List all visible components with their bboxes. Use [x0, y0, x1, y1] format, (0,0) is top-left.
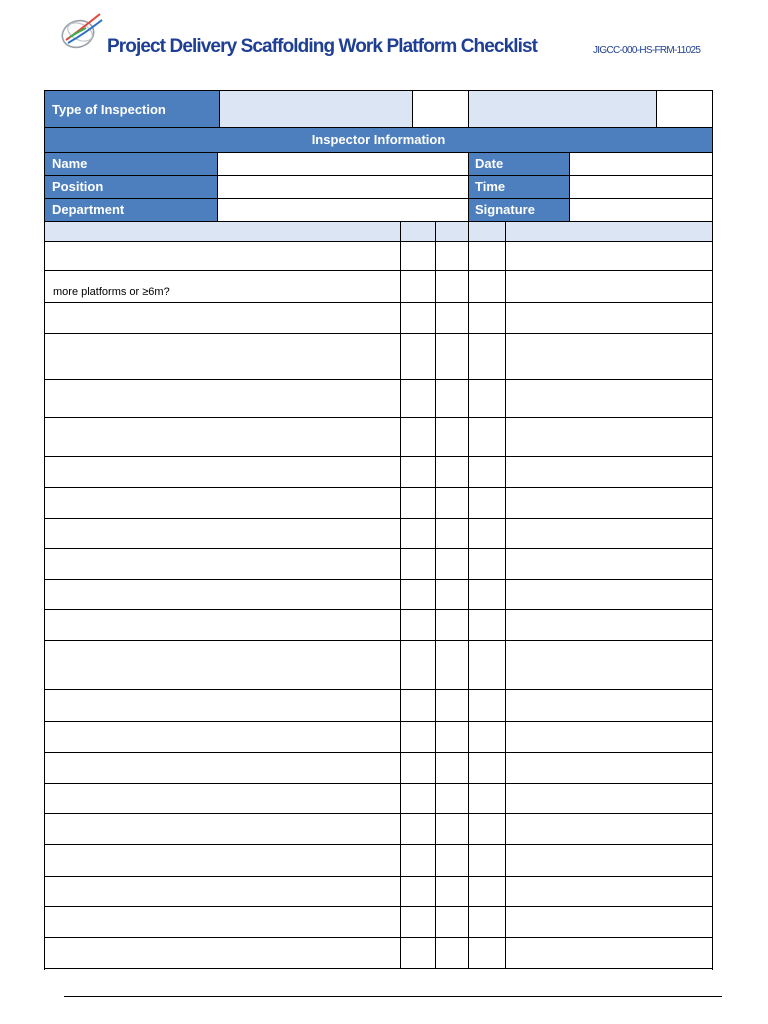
grid-line [44, 876, 713, 877]
grid-line [44, 487, 713, 488]
checklist-item-row [45, 814, 400, 844]
signature-label: Signature [468, 198, 569, 221]
grid-line [44, 379, 713, 380]
na-checkbox[interactable] [469, 242, 505, 270]
na-checkbox[interactable] [469, 380, 505, 417]
type-option-checkbox-1[interactable] [412, 91, 468, 127]
grid-line [44, 302, 713, 303]
grid-line [656, 90, 657, 127]
na-checkbox[interactable] [469, 690, 505, 721]
company-logo-icon [56, 10, 106, 58]
type-of-inspection-label: Type of Inspection [45, 91, 219, 127]
grid-line [44, 548, 713, 549]
comments-field[interactable] [506, 784, 712, 813]
grid-line [44, 333, 713, 334]
checklist-item-row [45, 641, 400, 689]
no-checkbox[interactable] [436, 457, 468, 487]
no-checkbox[interactable] [436, 814, 468, 844]
checklist-item-row [45, 271, 400, 302]
yes-checkbox[interactable] [401, 877, 435, 906]
comments-field[interactable] [506, 271, 712, 302]
no-checkbox[interactable] [436, 784, 468, 813]
na-checkbox[interactable] [469, 580, 505, 609]
no-checkbox[interactable] [436, 549, 468, 579]
yes-checkbox[interactable] [401, 488, 435, 518]
no-checkbox[interactable] [436, 580, 468, 609]
no-checkbox[interactable] [436, 610, 468, 640]
yes-checkbox[interactable] [401, 549, 435, 579]
grid-line [44, 937, 713, 938]
no-checkbox[interactable] [436, 303, 468, 333]
grid-line [44, 906, 713, 907]
checklist-item-row [45, 907, 400, 937]
na-checkbox[interactable] [469, 722, 505, 752]
yes-checkbox[interactable] [401, 784, 435, 813]
comments-field[interactable] [506, 845, 712, 876]
na-checkbox[interactable] [469, 877, 505, 906]
no-checkbox[interactable] [436, 418, 468, 456]
document-code: JIGCC-000-HS-FRM-11025 [593, 45, 701, 56]
no-checkbox[interactable] [436, 519, 468, 548]
no-checkbox[interactable] [436, 690, 468, 721]
na-checkbox[interactable] [469, 784, 505, 813]
grid-line [468, 221, 469, 969]
comments-field[interactable] [506, 380, 712, 417]
yes-checkbox[interactable] [401, 380, 435, 417]
na-checkbox[interactable] [469, 488, 505, 518]
yes-checkbox[interactable] [401, 303, 435, 333]
grid-line [44, 241, 713, 242]
yes-checkbox[interactable] [401, 610, 435, 640]
yes-checkbox[interactable] [401, 418, 435, 456]
footer-divider [64, 996, 722, 997]
no-checkbox[interactable] [436, 722, 468, 752]
comments-field[interactable] [506, 722, 712, 752]
type-of-inspection-field[interactable] [219, 91, 412, 127]
yes-checkbox[interactable] [401, 334, 435, 379]
comments-field[interactable] [506, 418, 712, 456]
no-checkbox[interactable] [436, 753, 468, 783]
grid-line [44, 721, 713, 722]
grid-line [412, 90, 413, 127]
na-checkbox[interactable] [469, 814, 505, 844]
grid-line [44, 640, 713, 641]
comments-field[interactable] [506, 519, 712, 548]
grid-line [44, 417, 713, 418]
comments-field[interactable] [506, 641, 712, 689]
comments-field[interactable] [506, 303, 712, 333]
time-label: Time [468, 175, 569, 198]
comments-field[interactable] [506, 690, 712, 721]
date-field[interactable] [569, 152, 712, 175]
yes-checkbox[interactable] [401, 690, 435, 721]
grid-line [44, 221, 713, 222]
position-label: Position [45, 175, 217, 198]
checklist-item-row [45, 303, 400, 333]
checklist-item-row [45, 488, 400, 518]
comments-field[interactable] [506, 457, 712, 487]
na-checkbox[interactable] [469, 907, 505, 937]
na-checkbox[interactable] [469, 418, 505, 456]
grid-line [435, 221, 436, 969]
no-checkbox[interactable] [436, 877, 468, 906]
checklist-item-row [45, 753, 400, 783]
grid-line [44, 90, 45, 970]
comments-field[interactable] [506, 753, 712, 783]
yes-checkbox[interactable] [401, 938, 435, 968]
grid-line [44, 152, 713, 153]
no-checkbox[interactable] [436, 380, 468, 417]
yes-checkbox[interactable] [401, 519, 435, 548]
na-checkbox[interactable] [469, 549, 505, 579]
checklist-item-row [45, 784, 400, 813]
checklist-item-row [45, 457, 400, 487]
grid-line [217, 152, 218, 221]
inspector-information-header: Inspector Information [45, 127, 712, 152]
comments-field[interactable] [506, 334, 712, 379]
date-label: Date [468, 152, 569, 175]
grid-line [44, 270, 713, 271]
no-checkbox[interactable] [436, 271, 468, 302]
grid-line [505, 221, 506, 969]
position-field[interactable] [217, 175, 468, 198]
type-option-field-2[interactable] [468, 91, 656, 127]
grid-line [44, 609, 713, 610]
grid-line [44, 456, 713, 457]
comments-field[interactable] [506, 242, 712, 270]
comments-field[interactable] [506, 877, 712, 906]
no-checkbox[interactable] [436, 641, 468, 689]
comments-field[interactable] [506, 580, 712, 609]
page-title: Project Delivery Scaffolding Work Platform Checklist [107, 36, 538, 57]
no-checkbox[interactable] [436, 938, 468, 968]
yes-checkbox[interactable] [401, 722, 435, 752]
checklist-item-row [45, 580, 400, 609]
grid-line [44, 175, 713, 176]
grid-line [44, 90, 713, 91]
na-checkbox[interactable] [469, 519, 505, 548]
no-checkbox[interactable] [436, 845, 468, 876]
checklist-item-row [45, 242, 400, 270]
na-checkbox[interactable] [469, 845, 505, 876]
type-option-checkbox-2[interactable] [656, 91, 712, 127]
grid-line [44, 689, 713, 690]
grid-line [44, 579, 713, 580]
grid-line [468, 152, 469, 221]
comments-field[interactable] [506, 907, 712, 937]
na-checkbox[interactable] [469, 938, 505, 968]
checklist-item-row [45, 722, 400, 752]
checklist-item-row [45, 334, 400, 379]
na-checkbox[interactable] [469, 753, 505, 783]
grid-line [44, 783, 713, 784]
yes-checkbox[interactable] [401, 641, 435, 689]
no-checkbox[interactable] [436, 907, 468, 937]
checklist-item-row [45, 418, 400, 456]
grid-line [400, 221, 401, 969]
checklist-item-row [45, 549, 400, 579]
no-checkbox[interactable] [436, 242, 468, 270]
comments-field[interactable] [506, 488, 712, 518]
na-checkbox[interactable] [469, 457, 505, 487]
comments-field[interactable] [506, 814, 712, 844]
grid-line [44, 844, 713, 845]
yes-checkbox[interactable] [401, 271, 435, 302]
grid-line [44, 198, 713, 199]
comments-field[interactable] [506, 938, 712, 968]
checklist-item-row [45, 610, 400, 640]
grid-line [44, 813, 713, 814]
yes-checkbox[interactable] [401, 753, 435, 783]
checklist-item-row [45, 877, 400, 906]
checklist-column-header [45, 221, 712, 241]
yes-checkbox[interactable] [401, 457, 435, 487]
na-checkbox[interactable] [469, 641, 505, 689]
checklist-item-row [45, 845, 400, 876]
comments-field[interactable] [506, 610, 712, 640]
signature-field[interactable] [569, 198, 712, 221]
yes-checkbox[interactable] [401, 814, 435, 844]
grid-line [569, 152, 570, 221]
yes-checkbox[interactable] [401, 907, 435, 937]
grid-line [44, 752, 713, 753]
grid-line [468, 90, 469, 127]
checklist-item-row [45, 380, 400, 417]
grid-line [44, 127, 713, 128]
yes-checkbox[interactable] [401, 580, 435, 609]
na-checkbox[interactable] [469, 334, 505, 379]
no-checkbox[interactable] [436, 334, 468, 379]
checklist-item-row [45, 938, 400, 968]
department-label: Department [45, 198, 217, 221]
time-field[interactable] [569, 175, 712, 198]
grid-line [712, 90, 713, 970]
grid-line [44, 968, 713, 969]
yes-checkbox[interactable] [401, 845, 435, 876]
grid-line [219, 90, 220, 127]
grid-line [44, 518, 713, 519]
checklist-item-text: more platforms or ≥6m? [53, 286, 170, 298]
na-checkbox[interactable] [469, 610, 505, 640]
na-checkbox[interactable] [469, 303, 505, 333]
name-field[interactable] [217, 152, 468, 175]
yes-checkbox[interactable] [401, 242, 435, 270]
no-checkbox[interactable] [436, 488, 468, 518]
department-field[interactable] [217, 198, 468, 221]
checklist-item-row [45, 519, 400, 548]
name-label: Name [45, 152, 217, 175]
comments-field[interactable] [506, 549, 712, 579]
na-checkbox[interactable] [469, 271, 505, 302]
checklist-item-row [45, 690, 400, 721]
